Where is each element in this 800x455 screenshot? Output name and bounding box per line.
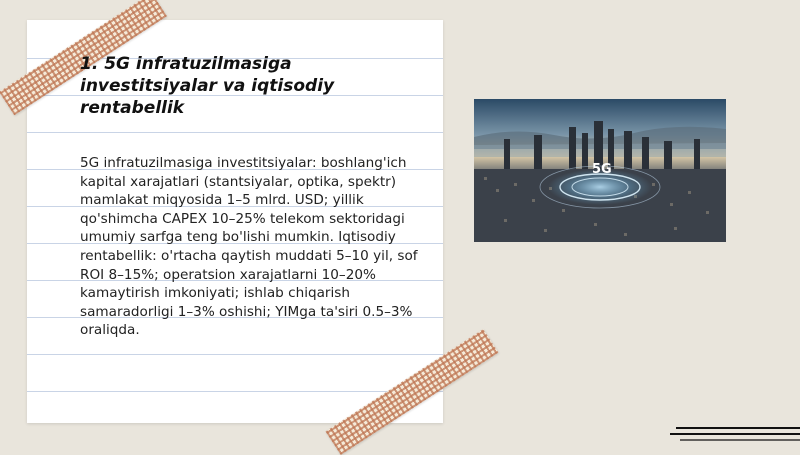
slide-body-text: 5G infratuzilmasiga investitsiyalar: boshlang'ich kapital xarajatlari (stantsiyalar, optika, spektr) mamlakat miqyosida 1–5 mlrd. USD; yillik qo'shimcha CAPEX 10–25% telekom sektoridagi umumiy sarfga teng bo'lishi mumkin. Iqtisodiy rentabellik: o'rtacha qaytish muddati 5–10 yil, sof ROI 8–15%; operatsion xarajatlarni 10–20% kamaytirish imkoniyati; ishlab chiqarish samaradorligi 1–3% oshishi; YIMga ta'siri 0.5–3% oraliqda.	[80, 155, 418, 339]
decorative-lines	[668, 423, 800, 443]
slide-title: 1. 5G infratuzilmasiga investitsiyalar va iqtisodiy rentabellik	[80, 54, 335, 118]
image-5g-label: 5G	[592, 162, 612, 177]
city-5g-image	[474, 99, 726, 242]
